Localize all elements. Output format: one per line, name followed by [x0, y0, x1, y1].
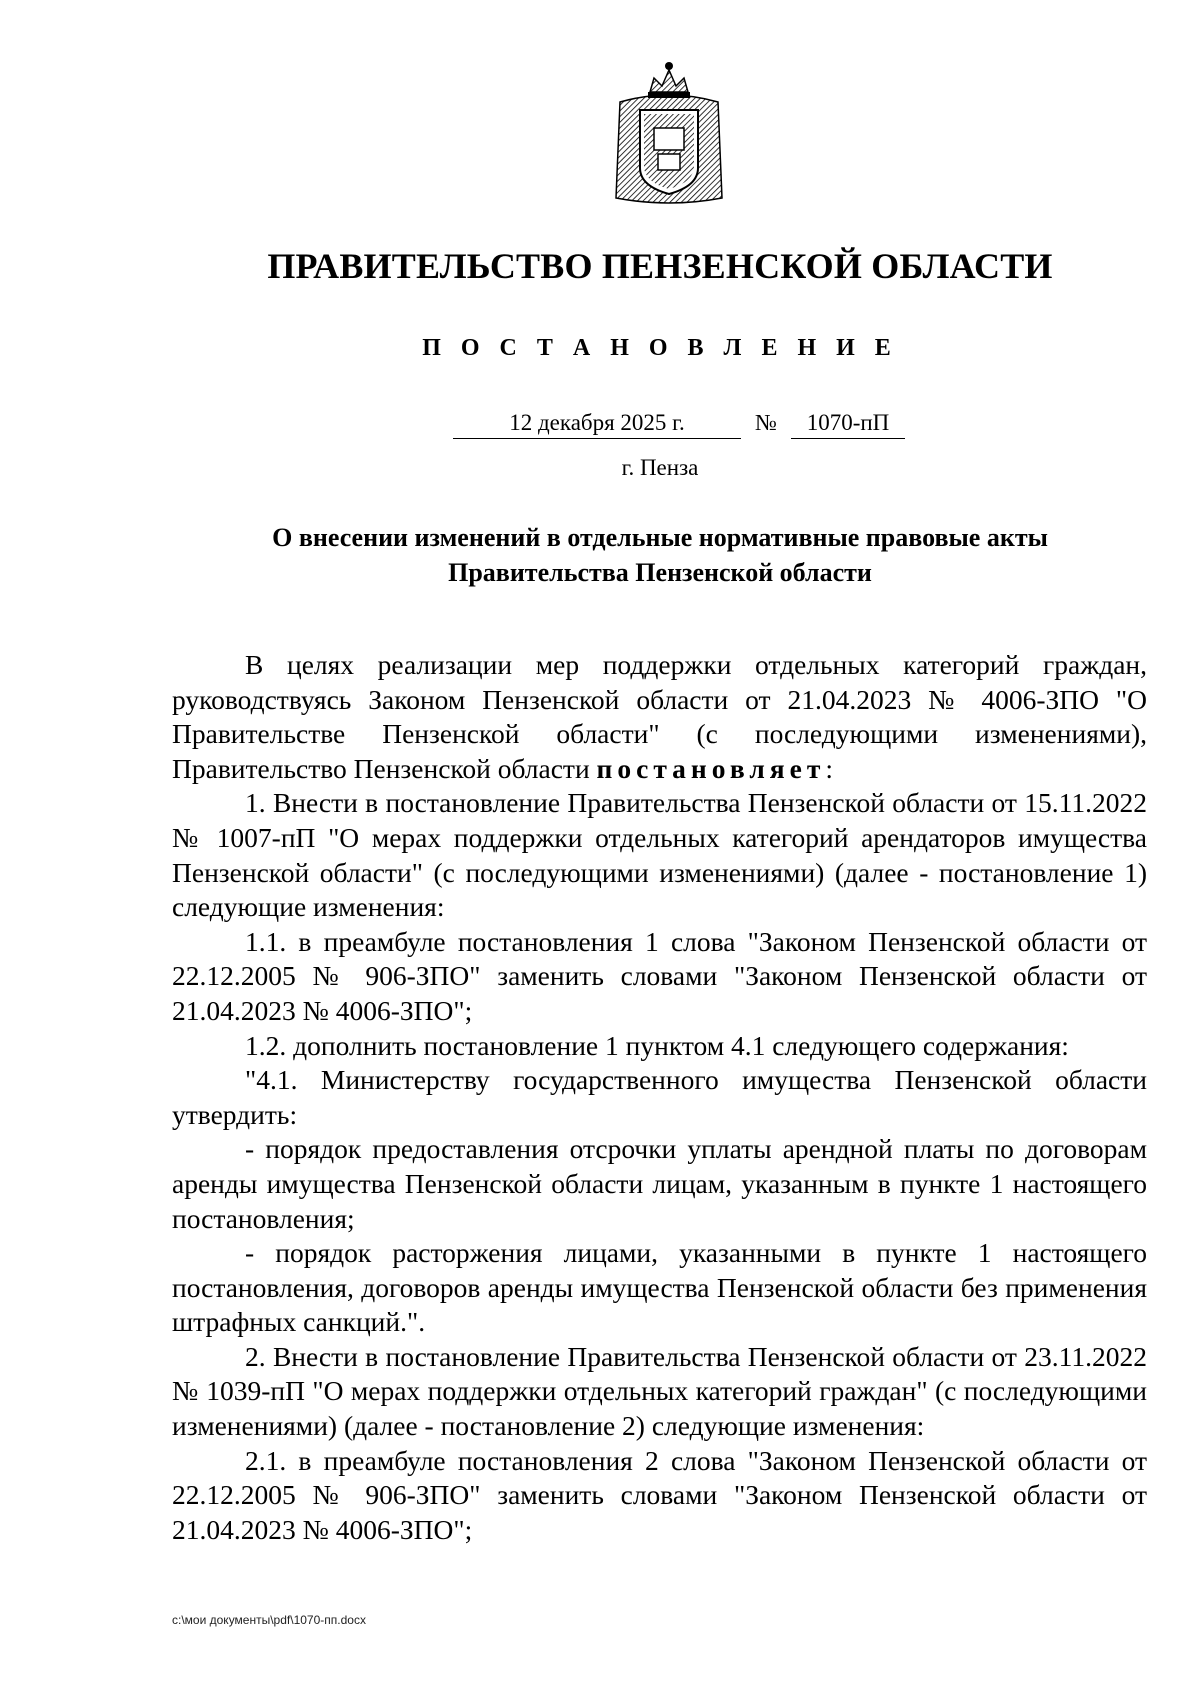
coat-of-arms-icon	[610, 58, 728, 208]
paragraph-item-1: 1. Внести в постановление Правительства Пензенской области от 15.11.2022 № 1007-пП "О мерах поддержки отдельных категорий арендаторов имущества Пензенской области" (с последующими изменениями) (далее - постановление 1) следующие изменения:	[172, 787, 1147, 923]
paragraph-item-2: 2. Внести в постановление Правительства Пензенской области от 23.11.2022 № 1039-пП "О мерах поддержки отдельных категорий граждан" (с последующими изменениями) (далее - постановление 2) следующие изменения:	[172, 1340, 1147, 1442]
paragraph-item-2-1: 2.1. в преамбуле постановления 2 слова "Законом Пензенской области от 22.12.2005 № 906-ЗПО" заменить словами "Законом Пензенской области от 21.04.2023 № 4006-ЗПО";	[172, 1444, 1147, 1545]
document-subject	[170, 520, 1150, 590]
subject-line-2: Правительства Пензенской области	[448, 558, 872, 587]
number-sign: №	[755, 410, 777, 435]
paragraph-item-4-1: "4.1. Министерству государственного имущества Пензенской области утвердить:	[172, 1064, 1147, 1130]
subject-line-1: О внесении изменений в отдельные нормативные правовые акты	[272, 523, 1048, 552]
date-number-line	[453, 410, 905, 439]
paragraph-item-1-2: 1.2. дополнить постановление 1 пунктом 4.1 следующего содержания:	[245, 1029, 1069, 1061]
file-path-footer: c:\мои документы\pdf\1070-пп.docx	[172, 1613, 366, 1627]
government-title: ПРАВИТЕЛЬСТВО ПЕНЗЕНСКОЙ ОБЛАСТИ	[267, 246, 1053, 286]
paragraph-dash-1: - порядок предоставления отсрочки уплаты арендной платы по договорам аренды имущества Пензенской области лицам, указанным в пункте 1 настоящего постановления;	[172, 1133, 1147, 1234]
document-type: П О С Т А Н О В Л Е Н И Е	[422, 335, 898, 361]
paragraph-dash-2: - порядок расторжения лицами, указанными в пункте 1 настоящего постановления, договоров аренды имущества Пензенской области без применения штрафных санкций.".	[172, 1237, 1147, 1338]
resolves-keyword: постановляет	[596, 752, 826, 784]
paragraph-preamble	[172, 648, 1147, 786]
document-date: 12 декабря 2025 г.	[453, 410, 741, 439]
preamble-end: :	[825, 752, 833, 784]
paragraph-item-1-1: 1.1. в преамбуле постановления 1 слова "Законом Пензенской области от 22.12.2005 № 906-ЗПО" заменить словами "Законом Пензенской области от 21.04.2023 № 4006-ЗПО";	[172, 925, 1147, 1026]
document-number: 1070-пП	[791, 410, 905, 439]
preamble-text: В целях реализации мер поддержки отдельных категорий граждан, руководствуясь Законом Пензенской области от 21.04.2023 № 4006-ЗПО "О Правительстве Пензенской области" (с последующими изменениями), Правительство Пензенской области	[172, 649, 1147, 784]
city: г. Пенза	[621, 455, 699, 480]
document-body	[172, 648, 1147, 1547]
